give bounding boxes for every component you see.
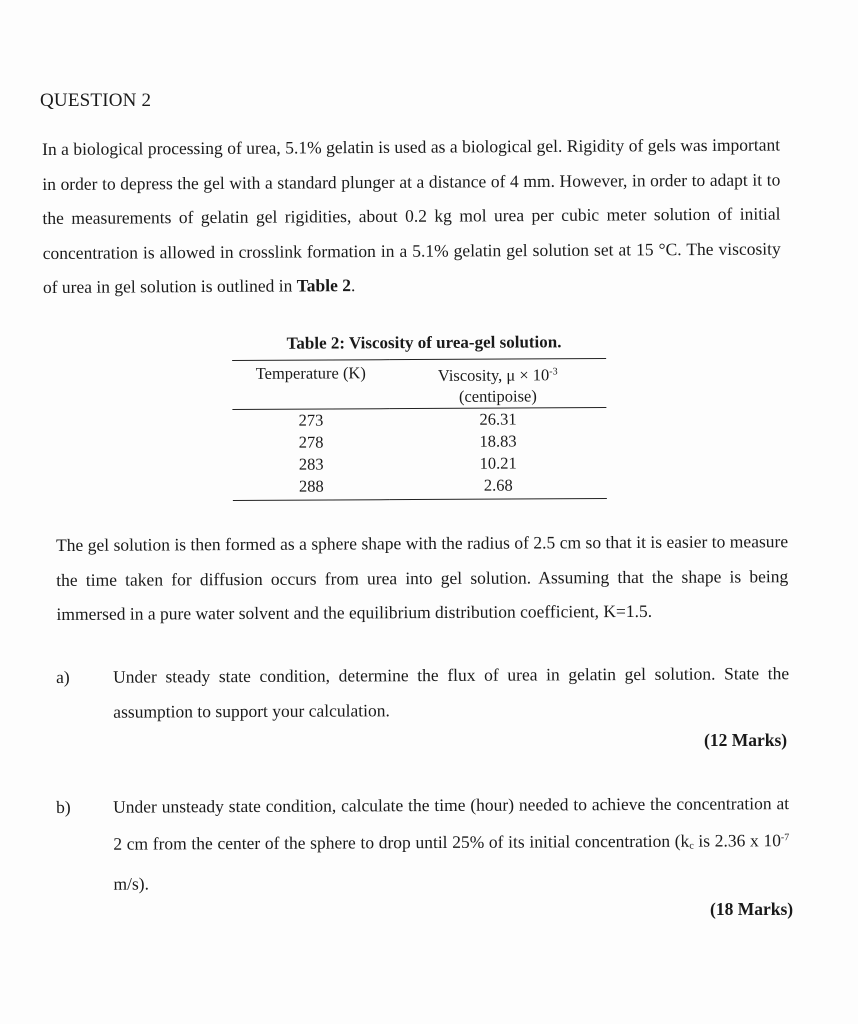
header-viscosity xyxy=(389,359,606,409)
part-b-text-mid: is 2.36 x 10 xyxy=(693,829,781,851)
part-b-text-end: m/s). xyxy=(113,873,150,894)
table-row xyxy=(233,430,607,454)
part-b-subscript: c xyxy=(689,840,694,852)
part-a-label: a) xyxy=(56,666,70,687)
part-b-text xyxy=(113,786,790,901)
intro-text-end: . xyxy=(350,275,356,296)
table-row xyxy=(233,474,607,500)
header-viscosity-unit: (centipoise) xyxy=(458,386,537,406)
sphere-paragraph: The gel solution is then formed as a sphere shape with the radius of 2.5 cm so that it is easier to measure the time taken for diffusion occurs from urea into gel solution. Assuming that the shape is being immersed in a pure water solvent and the equilibrium distribution coefficient, K=1.5. xyxy=(56,531,789,624)
viscosity-table xyxy=(232,358,607,501)
question-title: QUESTION 2 xyxy=(40,90,152,111)
header-viscosity-label: Viscosity, μ × 10 xyxy=(437,365,550,385)
part-a-text: Under steady state condition, determine the flux of urea in gelatin gel solution. State the assumption to support your calculation. xyxy=(113,663,790,722)
cell-temperature: 288 xyxy=(233,475,390,500)
table-reference: Table 2 xyxy=(296,275,352,296)
part-a-marks: (12 Marks) xyxy=(704,730,788,750)
cell-temperature: 273 xyxy=(298,410,324,430)
part-b-text-main: Under unsteady state condition, calculate the time (hour) needed to achieve the concentration at 2 cm from the center of the sphere to drop until 25% of its initial concentration (k xyxy=(113,793,790,854)
header-temperature: Temperature (K) xyxy=(232,360,389,410)
cell-temperature: 283 xyxy=(298,454,324,474)
cell-viscosity: 26.31 xyxy=(479,409,517,429)
part-b xyxy=(56,786,796,894)
table-row xyxy=(233,452,607,476)
table-caption: Table 2: Viscosity of urea-gel solution. xyxy=(286,332,562,353)
table-row xyxy=(232,408,606,432)
header-viscosity-exponent: -3 xyxy=(549,366,558,378)
intro-paragraph xyxy=(42,127,781,304)
viscosity-table-block xyxy=(232,332,607,501)
cell-viscosity: 18.83 xyxy=(479,431,517,451)
part-b-marks: (18 Marks) xyxy=(710,899,794,919)
part-a xyxy=(56,656,796,722)
part-b-exponent: -7 xyxy=(780,831,790,843)
cell-viscosity: 10.21 xyxy=(479,453,517,473)
cell-temperature: 278 xyxy=(298,432,324,452)
intro-text: In a biological processing of urea, 5.1% gelatin is used as a biological gel. Rigidity of gels was important in order to depress the gel with a standard plunger at a distance of 4 mm. However, in order to adapt it to the measurements of gelatin gel rigidities, about 0.2 kg mol urea per cubic meter solution of initial concentration is allowed in crosslink formation in a 5.1% gelatin gel solution set at 15 °C. The viscosity of urea in gel solution is outlined in xyxy=(42,134,781,297)
table-header-row xyxy=(232,359,606,410)
part-b-label: b) xyxy=(56,796,71,817)
cell-viscosity: 2.68 xyxy=(390,474,607,500)
